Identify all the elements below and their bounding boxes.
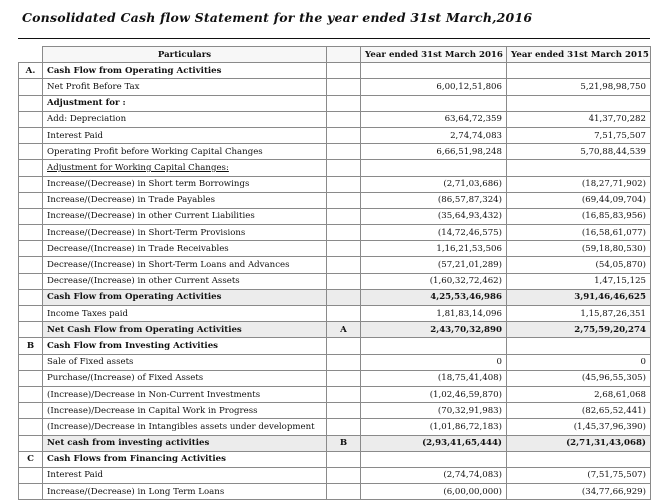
particulars-cell: Net Profit Before Tax (43, 79, 327, 95)
ref-cell (327, 79, 361, 95)
value-2015-cell: (59,18,80,530) (507, 241, 651, 257)
particulars-cell: Increase/(Decrease) in Trade Payables (43, 192, 327, 208)
section-letter (19, 127, 43, 143)
value-2016-cell: (2,71,03,686) (361, 176, 507, 192)
particulars-cell: Increase/(Decrease) in Long Term Loans (43, 484, 327, 500)
section-letter (19, 289, 43, 305)
value-2015-cell: (16,58,61,077) (507, 225, 651, 241)
value-2016-cell: 1,81,83,14,096 (361, 306, 507, 322)
table-row (19, 289, 651, 305)
section-letter (19, 225, 43, 241)
value-2016-cell: (2,93,41,65,444) (361, 435, 507, 451)
table-row (19, 241, 651, 257)
value-2016-cell: (35,64,93,432) (361, 208, 507, 224)
ref-cell (327, 306, 361, 322)
ref-cell: B (327, 435, 361, 451)
value-2016-cell: 2,43,70,32,890 (361, 322, 507, 338)
value-2016-cell: 1,16,21,53,506 (361, 241, 507, 257)
value-2016-cell: (14,72,46,575) (361, 225, 507, 241)
particulars-cell: Cash Flows from Financing Activities (43, 451, 327, 467)
particulars-cell: (Increase)/Decrease in Non-Current Investments (43, 386, 327, 402)
section-letter (19, 484, 43, 500)
value-2015-cell: 2,68,61,068 (507, 386, 651, 402)
section-letter (19, 160, 43, 176)
value-2015-cell: (16,85,83,956) (507, 208, 651, 224)
value-2015-cell: 5,21,98,98,750 (507, 79, 651, 95)
value-2016-cell: 2,74,74,083 (361, 127, 507, 143)
ref-cell (327, 63, 361, 79)
particulars-cell: Decrease/(Increase) in other Current Assets (43, 273, 327, 289)
table-row (19, 306, 651, 322)
section-letter (19, 257, 43, 273)
value-2015-cell: (1,45,37,96,390) (507, 419, 651, 435)
section-letter (19, 273, 43, 289)
table-row (19, 403, 651, 419)
statement-title: Consolidated Cash flow Statement for the year ended 31st March,2016 (22, 10, 533, 25)
table-row (19, 111, 651, 127)
table-row (19, 354, 651, 370)
particulars-cell: Net cash from investing activities (43, 435, 327, 451)
value-2016-cell: (1,02,46,59,870) (361, 386, 507, 402)
table-row (19, 451, 651, 467)
particulars-cell: Interest Paid (43, 467, 327, 483)
value-2015-cell: (2,71,31,43,068) (507, 435, 651, 451)
section-letter (19, 79, 43, 95)
value-2015-cell: (54,05,870) (507, 257, 651, 273)
value-2016-cell: (70,32,91,983) (361, 403, 507, 419)
table-row (19, 386, 651, 402)
value-2015-cell: (45,96,55,305) (507, 370, 651, 386)
particulars-cell: Add: Depreciation (43, 111, 327, 127)
ref-cell (327, 95, 361, 111)
section-letter (19, 306, 43, 322)
particulars-cell: Increase/(Decrease) in Short term Borrowings (43, 176, 327, 192)
table-row (19, 127, 651, 143)
ref-cell (327, 144, 361, 160)
ref-header-cell (327, 47, 361, 63)
ref-cell (327, 111, 361, 127)
section-letter (19, 176, 43, 192)
particulars-cell: (Increase)/Decrease in Capital Work in Progress (43, 403, 327, 419)
table-row (19, 208, 651, 224)
ref-cell (327, 257, 361, 273)
value-2015-cell: (82,65,52,441) (507, 403, 651, 419)
particulars-cell: Operating Profit before Working Capital Changes (43, 144, 327, 160)
value-2016-cell (361, 95, 507, 111)
particulars-cell: Interest Paid (43, 127, 327, 143)
table-row (19, 370, 651, 386)
value-2015-cell: (69,44,09,704) (507, 192, 651, 208)
value-2015-cell: (7,51,75,507) (507, 467, 651, 483)
particulars-cell: Decrease/(Increase) in Short-Term Loans and Advances (43, 257, 327, 273)
particulars-cell: Sale of Fixed assets (43, 354, 327, 370)
table-row (19, 79, 651, 95)
value-2015-cell (507, 63, 651, 79)
ref-cell: A (327, 322, 361, 338)
particulars-cell: Purchase/(Increase) of Fixed Assets (43, 370, 327, 386)
value-2015-cell: (34,77,66,929) (507, 484, 651, 500)
section-letter: B (19, 338, 43, 354)
section-letter (19, 386, 43, 402)
value-2015-cell: 1,15,87,26,351 (507, 306, 651, 322)
ref-cell (327, 484, 361, 500)
section-letter (19, 467, 43, 483)
section-letter (19, 370, 43, 386)
value-2016-cell: (6,00,00,000) (361, 484, 507, 500)
table-row (19, 273, 651, 289)
cash-flow-table (18, 46, 651, 500)
value-2016-cell: (1,60,32,72,462) (361, 273, 507, 289)
ref-cell (327, 403, 361, 419)
value-2016-cell: 0 (361, 354, 507, 370)
ref-cell (327, 208, 361, 224)
table-row (19, 160, 651, 176)
ref-cell (327, 386, 361, 402)
ref-cell (327, 451, 361, 467)
value-2015-cell (507, 338, 651, 354)
particulars-header: Particulars (43, 47, 327, 63)
value-2015-cell: 2,75,59,20,274 (507, 322, 651, 338)
value-2016-cell (361, 160, 507, 176)
ref-cell (327, 338, 361, 354)
section-letter (19, 403, 43, 419)
particulars-cell: Cash Flow from Investing Activities (43, 338, 327, 354)
section-letter (19, 144, 43, 160)
particulars-cell: Adjustment for Working Capital Changes: (43, 160, 327, 176)
table-row (19, 63, 651, 79)
ref-cell (327, 225, 361, 241)
value-2015-cell (507, 95, 651, 111)
value-2016-cell (361, 63, 507, 79)
value-2015-cell: 1,47,15,125 (507, 273, 651, 289)
section-letter (19, 354, 43, 370)
table-row (19, 338, 651, 354)
value-2016-cell (361, 451, 507, 467)
section-letter (19, 435, 43, 451)
value-2016-cell: 6,00,12,51,806 (361, 79, 507, 95)
value-2015-cell: 5,70,88,44,539 (507, 144, 651, 160)
table-row (19, 192, 651, 208)
value-2016-cell: (1,01,86,72,183) (361, 419, 507, 435)
value-2015-cell (507, 451, 651, 467)
value-2015-cell: 41,37,70,282 (507, 111, 651, 127)
particulars-cell: Cash Flow from Operating Activities (43, 63, 327, 79)
value-2016-cell: 4,25,53,46,986 (361, 289, 507, 305)
ref-cell (327, 419, 361, 435)
section-letter (19, 208, 43, 224)
section-letter (19, 111, 43, 127)
table-row (19, 176, 651, 192)
year-2015-header: Year ended 31st March 2015 (507, 47, 651, 63)
particulars-cell: Decrease/(Increase) in Trade Receivables (43, 241, 327, 257)
year-2016-header: Year ended 31st March 2016 (361, 47, 507, 63)
section-letter (19, 95, 43, 111)
value-2015-cell: 7,51,75,507 (507, 127, 651, 143)
value-2016-cell: (18,75,41,408) (361, 370, 507, 386)
value-2016-cell: (57,21,01,289) (361, 257, 507, 273)
ref-cell (327, 467, 361, 483)
particulars-cell: (Increase)/Decrease in Intangibles assets under development (43, 419, 327, 435)
ref-cell (327, 127, 361, 143)
table-row (19, 435, 651, 451)
ref-cell (327, 354, 361, 370)
value-2016-cell: 63,64,72,359 (361, 111, 507, 127)
table-row (19, 322, 651, 338)
particulars-cell: Cash Flow from Operating Activities (43, 289, 327, 305)
title-underline (18, 38, 650, 39)
section-letter (19, 192, 43, 208)
particulars-cell: Net Cash Flow from Operating Activities (43, 322, 327, 338)
value-2016-cell (361, 338, 507, 354)
particulars-cell: Increase/(Decrease) in Short-Term Provisions (43, 225, 327, 241)
table-row (19, 484, 651, 500)
table-header-row (19, 47, 651, 63)
table-row (19, 144, 651, 160)
section-letter (19, 322, 43, 338)
value-2015-cell: (18,27,71,902) (507, 176, 651, 192)
value-2015-cell: 3,91,46,46,625 (507, 289, 651, 305)
ref-cell (327, 370, 361, 386)
value-2015-cell (507, 160, 651, 176)
ref-cell (327, 176, 361, 192)
section-letter (19, 241, 43, 257)
value-2016-cell: (86,57,87,324) (361, 192, 507, 208)
ref-cell (327, 160, 361, 176)
section-header-cell (19, 47, 43, 63)
ref-cell (327, 289, 361, 305)
table-row (19, 419, 651, 435)
particulars-cell: Adjustment for : (43, 95, 327, 111)
ref-cell (327, 241, 361, 257)
ref-cell (327, 192, 361, 208)
value-2015-cell: 0 (507, 354, 651, 370)
cash-flow-body (19, 63, 651, 500)
table-row (19, 257, 651, 273)
particulars-cell: Increase/(Decrease) in other Current Liabilities (43, 208, 327, 224)
particulars-cell: Income Taxes paid (43, 306, 327, 322)
section-letter: C (19, 451, 43, 467)
section-letter: A. (19, 63, 43, 79)
value-2016-cell: (2,74,74,083) (361, 467, 507, 483)
table-row (19, 95, 651, 111)
table-row (19, 225, 651, 241)
value-2016-cell: 6,66,51,98,248 (361, 144, 507, 160)
table-row (19, 467, 651, 483)
ref-cell (327, 273, 361, 289)
section-letter (19, 419, 43, 435)
